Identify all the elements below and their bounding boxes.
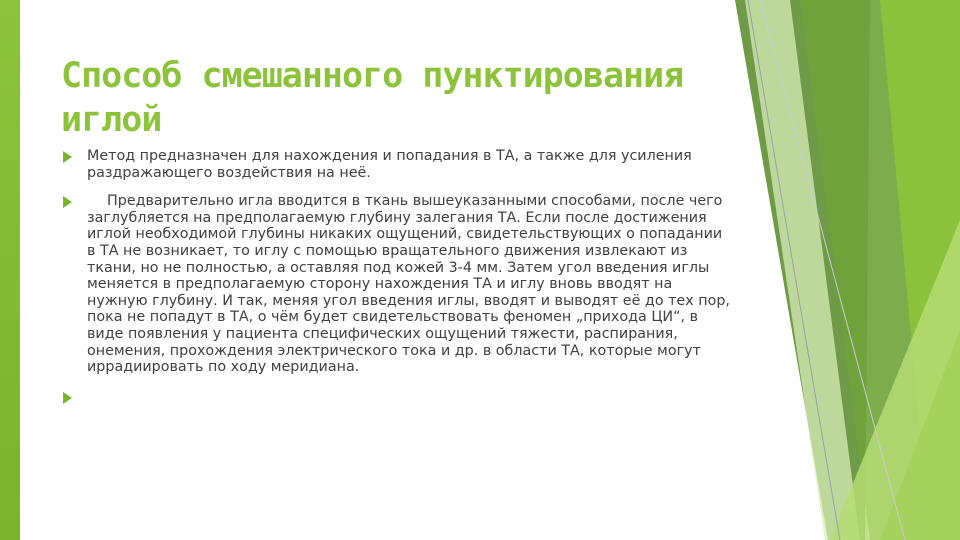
bullet-item-empty — [61, 389, 731, 407]
bullet-item — [61, 193, 731, 376]
bullet-text: Предварительно игла вводится в ткань вышеуказанными способами, после чего заглубляется на предполагаемую глубину залегания ТА. Если после достижения иглой необходимой глубины никаких ощущений, свидетельствующих о попадании в ТА не возникает, то иглу с помощью вращательного движения извлекают из ткани, но не полностью, а оставляя под кожей 3-4 мм. Затем угол введения иглы меняется в предполагаемую сторону нахождения ТА и иглу вновь вводят на нужную глубину. И так, меняя угол введения иглы, вводят и выводят её до тех пор, пока не попадут в ТА, о чём будет свидетельствовать феномен „прихода ЦИ“, в виде появления у пациента специфических ощущений тяжести, распирания, онемения, прохождения электрического тока и др. в области ТА, которые могут иррадиировать по ходу меридиана. — [87, 193, 730, 376]
bullet-arrow-icon — [63, 392, 72, 404]
bullet-item — [61, 148, 731, 181]
bullet-list — [61, 148, 731, 407]
slide-title: Способ смешанного пунктирования иглой — [61, 56, 684, 140]
bullet-arrow-icon — [63, 196, 72, 208]
bullet-text: Метод предназначен для нахождения и попадания в ТА, а также для усиления раздражающего воздействия на неё. — [87, 148, 692, 181]
bullet-arrow-icon — [63, 151, 72, 163]
